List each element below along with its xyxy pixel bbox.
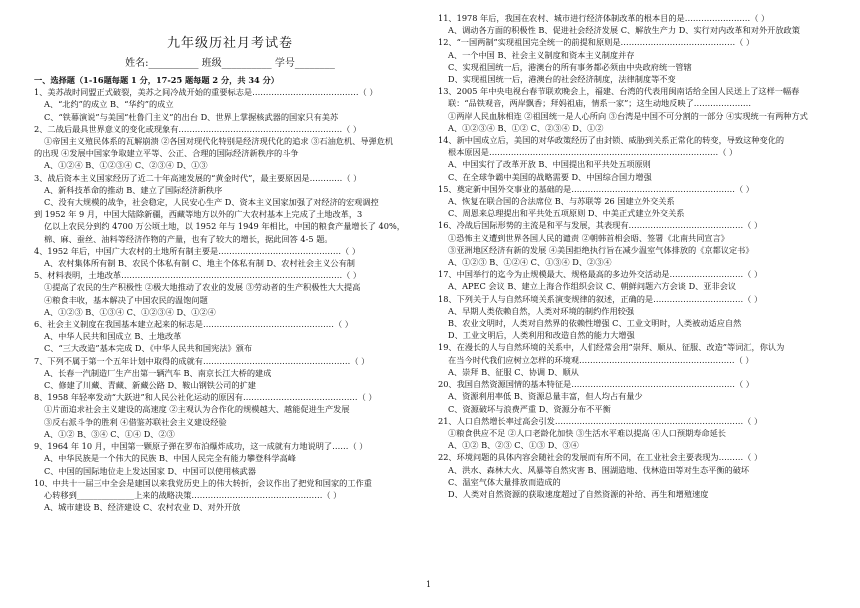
exam-title: 九年级历社月考试卷 (166, 36, 293, 51)
section-heading: 一、选择题（1-16题每题 1 分，17-25 题每题 2 分，共 34 分） (34, 75, 279, 85)
right-line: 13、2005 年中央电视台春节联欢晚会上，福建、台湾的代表用闽南话给全国人民送上了这样一幅春 (438, 86, 800, 97)
left-line: ①片面追求社会主义建设的高速度 ②主观认为合作化的规模越大、越能促进生产发展 (44, 404, 350, 415)
left-line: 3、战后资本主义国家经历了近二十年高速发展的“黄金时代”，最主要原因是…………（ ） (34, 172, 362, 183)
left-line: C、“铁幕演说”与美国“杜鲁门主义”的出台 D、世界上掌握核武器的国家只有美苏 (44, 111, 339, 122)
right-line: 联：“品铁观音，两岸飘香；拜妈祖庙，情系一家”；这生动地反映了………………… (448, 98, 752, 109)
right-line: C、资源破坏与浪费严重 D、资源分布不平衡 (448, 403, 611, 414)
left-line: ①提高了农民的生产积极性 ②极大地推动了农业的发展 ③劳动者的生产积极性大大提高 (44, 282, 361, 293)
right-line: 20、我国自然资源国情的基本特征是……………………………………………………（ ） (438, 379, 754, 390)
right-line: A、APEC 会议 B、建立上海合作组织会议 C、朝鲜问题六方会谈 D、亚非会议 (448, 281, 737, 292)
left-line: C、没有大规模的战争，社会稳定，人民安心生产 D、资本主义国家加强了对经济的宏观调控 (44, 197, 379, 208)
right-line: A、①② B、②③ C、①③ D、③④ (448, 440, 579, 451)
left-line: ①帝国主义殖民体系的瓦解崩溃 ②各国对现代化特别是经济现代化的追求 ③石油危机、导弹危机 (44, 136, 394, 147)
right-line: A、中国实行了改革开放 B、中国提出和平共处五项原则 (448, 159, 651, 170)
right-line: 16、冷战后国际形势的主流是和平与发展，其表现有……………………………………（ ） (438, 220, 763, 231)
left-line: 1、美苏战时同盟正式破裂，美苏之间冷战开始的重要标志是…………………………………（ ） (34, 87, 378, 98)
left-line: 9、1964 年 10 月，中国第一颗原子弹在罗布泊爆炸成功，这一成就有力地说明了……（ ） (34, 441, 368, 452)
page-number: 1 (426, 580, 432, 589)
right-line: A、调动各方面的积极性 B、促进社会经济发展 C、解放生产力 D、实行对内改革和对外开放政策 (448, 25, 800, 36)
right-line: C、实现祖国统一后，港澳台的所有事务都必须由中央政府统一管辖 (448, 61, 692, 72)
left-line: 10、中共十一届三中全会是建国以来我党历史上的伟大转折，会议作出了把党和国家的工作重 (34, 477, 372, 488)
left-line: A、新科技革命的推动 B、建立了国际经济新秩序 (44, 184, 223, 195)
left-question-list (34, 86, 426, 513)
left-line: ④粮食丰收，基本解决了中国农民的温饱问题 (44, 294, 208, 305)
right-line: ①两岸人民血脉相连 ②祖国统一是人心所向 ③台湾是中国不可分割的一部分 ④实现统一有两种方式 (448, 110, 808, 121)
right-line: A、一个中国 B、社会主义制度和资本主义制度并存 (448, 49, 635, 60)
left-line: 6、社会主义制度在我国基本建立起来的标志是…………………………………………（ ） (34, 319, 353, 330)
right-column (438, 12, 844, 500)
right-line: C、周恩来总理提出和平共处五项原则 D、中美正式建立外交关系 (448, 208, 685, 219)
right-line: C、温室气体大量排放而造成的 (448, 476, 561, 487)
left-line: 棉、麻、蚕丝、油料等经济作物的产量，也有了较大的增长，据此回答 4-5 题。 (44, 233, 333, 244)
left-line: A、“北约”的成立 B、“华约”的成立 (44, 99, 174, 110)
left-line: A、长春一汽制造厂生产出第一辆汽车 B、南京长江大桥的建成 (44, 367, 272, 378)
right-line: 19、在漫长的人与自然环境的关系中，人们经常会用“崇拜、顺从、征服、改造”等词汇，你认为 (438, 342, 785, 353)
right-line: 17、中国举行的迄今为止规模最大、规格最高的多边外交活动是………………………（ ） (438, 269, 763, 280)
right-line: D、工业文明后，人类利用和改造自然的能力大增强 (448, 330, 635, 341)
right-line: B、农业文明时，人类对自然界的依赖性增强 C、工业文明时，人类被动适应自然 (448, 318, 742, 329)
left-line: 心转移到______________上来的战略决策…………………………………………（ ） (44, 489, 342, 500)
right-question-list (438, 12, 844, 500)
left-column (34, 12, 426, 513)
left-line: A、①②④ B、①②③④ C、②③④ D、①③ (44, 160, 208, 171)
right-line: 15、奠定新中国外交事业的基础的是……………………………………………………（ ） (438, 183, 754, 194)
left-line: A、城市建设 B、经济建设 C、农村农业 D、对外开放 (44, 502, 241, 513)
left-line: A、中华民族是一个伟大的民族 B、中国人民完全有能力攀登科学高峰 (44, 453, 296, 464)
left-line: A、①② B、③④ C、①④ D、②③ (44, 428, 175, 439)
left-line: 7、下列不属于第一个五年计划中取得的成就有………………………………………………（ ） (34, 355, 370, 366)
left-line: 2、二战后最具世界意义的变化或现象有……………………………………………………（ ） (34, 123, 362, 134)
right-line: D、人类对自然资源的获取速度超过了自然资源的补给、再生和增殖速度 (448, 488, 709, 499)
right-line: 18、下列关于人与自然环境关系演变规律的叙述，正确的是……………………………（ ） (438, 293, 763, 304)
right-line: 12、“一国两制”实现祖国完全统一的前提和原则是……………………………………（ ） (438, 37, 755, 48)
left-line: 5、材料表明，土地改革………………………………………………………………………（ ） (34, 270, 362, 281)
right-line: D、实现祖国统一后，港澳台的社会经济制度，法律制度等不变 (448, 74, 676, 85)
right-line: A、资源利用率低 B、资源总量丰富，但人均占有量少 (448, 391, 643, 402)
right-line: 11、1978 年后，我国在农村、城市进行经济体制改革的根本目的是……………………（ ） (438, 13, 770, 23)
right-line: 14、新中国成立后，美国的对华政策经历了由封锁、威胁到关系正常化的转变，导致这种变化的 (438, 135, 785, 146)
right-line: A、恢复在联合国的合法席位 B、与苏联等 26 国建立外交关系 (448, 196, 675, 207)
left-line: C、中国的国际地位走上发达国家 D、中国可以使用核武器 (44, 465, 256, 476)
right-line: ①粮食供应不足 ②人口老龄化加快 ③生活水平难以提高 ④人口预期寿命延长 (448, 427, 726, 438)
right-line: 21、人口自然增长率过高会引发……………………………………………………………（ ） (438, 415, 763, 426)
right-line: A、早期人类依赖自然，人类对环境的制约作用较强 (448, 305, 635, 316)
right-line: ③亚洲地区经济有新的发展 ④美国拒绝执行旨在减少温室气体排放的《京都议定书》 (448, 244, 754, 255)
right-line: A、洪水、森林大火、风暴等自然灾害 B、围湖造地、伐林造田等对生态平衡的破坏 (448, 464, 750, 475)
left-line: C、修建了川藏、青藏、新藏公路 D、鞍山钢铁公司的扩建 (44, 380, 256, 391)
left-line: 4、1952 年后，中国广大农村的土地所有制主要是………………………………………（ ） (34, 245, 361, 256)
left-line: ③反右派斗争的胜利 ④借鉴苏联社会主义建设经验 (44, 416, 227, 427)
left-line: A、农村集体所有制 B、农民个体私有制 C、地主个体私有制 D、农村社会主义公有制 (44, 258, 355, 269)
left-line: 的出现 ④发展中国家争取建立平等、公正、合理的国际经济新秩序的斗争 (34, 148, 299, 159)
right-line: 22、环境问题的具体内容会随社会的发展而有所不同，在工业社会主要表现为………（ ） (438, 452, 763, 463)
right-line: A、崇拜 B、征服 C、协调 D、顺从 (448, 366, 579, 377)
left-line: A、中华人民共和国成立 B、土地改革 (44, 331, 182, 342)
left-line: A、①②③ B、①③④ C、①②③④ D、①②④ (44, 306, 216, 317)
right-line: A、①②③ B、①②④ C、①③④ D、②③④ (448, 257, 612, 268)
student-info: 姓名:__________ 班级__________ 学号________ (125, 58, 335, 69)
left-line: 亿以上农民分到约 4700 万公顷土地，以 1952 年与 1949 年相比，中国的粮食产量增长了 40%， (44, 221, 405, 232)
left-line: 到 1952 年 9 月，中国大陆除新疆，西藏等地方以外的广大农村基本上完成了土地改革，3 (34, 209, 363, 220)
left-line: C、“三大改造”基本完成 D、《中华人民共和国宪法》颁布 (44, 343, 253, 354)
right-line: 根本原因是…………………………………………………………………………（ ） (448, 147, 738, 158)
right-line: A、①②③④ B、①② C、②③④ D、①② (448, 122, 604, 133)
right-line: ①恐怖主义遭到世界各国人民的谴责 ②朝韩首相会晤、签署《北南共同宣言》 (448, 232, 729, 243)
left-line: 8、1958 年轻率发动“大跃进”和人民公社化运动的原因有……………………………………（ ） (34, 392, 377, 403)
right-line: 在当今时代我们应树立怎样的环境观…………………………………………………（ ） (448, 354, 754, 365)
right-line: C、在全球争霸中美国的战略需要 D、中国综合国力增强 (448, 171, 652, 182)
